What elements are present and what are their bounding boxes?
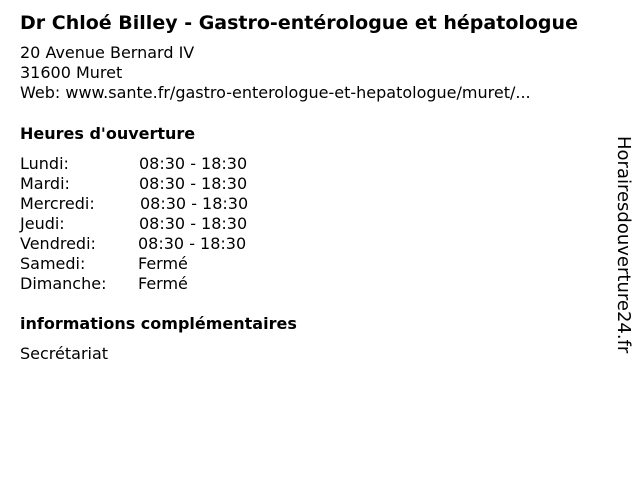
hours-day: Mercredi:	[20, 194, 95, 213]
hours-time: Fermé	[138, 274, 188, 293]
additional-info-heading: informations complémentaires	[20, 314, 297, 333]
hours-day: Jeudi:	[20, 214, 65, 233]
hours-day: Dimanche:	[20, 274, 107, 293]
address-street: 20 Avenue Bernard IV	[20, 43, 195, 62]
address-city: 31600 Muret	[20, 63, 123, 82]
hours-day: Samedi:	[20, 254, 86, 273]
website-link[interactable]: Web: www.sante.fr/gastro-enterologue-et-hepatologue/muret/...	[20, 83, 531, 102]
hours-day: Vendredi:	[20, 234, 96, 253]
hours-time: 08:30 - 18:30	[140, 194, 249, 213]
hours-time: 08:30 - 18:30	[139, 154, 248, 173]
hours-time: 08:30 - 18:30	[138, 234, 247, 253]
hours-time: 08:30 - 18:30	[139, 214, 248, 233]
hours-time: Fermé	[138, 254, 188, 273]
hours-day: Lundi:	[20, 154, 69, 173]
address-block	[20, 43, 531, 103]
hours-day: Mardi:	[20, 174, 70, 193]
opening-hours-heading: Heures d'ouverture	[20, 124, 196, 143]
additional-info-text: Secrétariat	[20, 344, 109, 363]
page-title: Dr Chloé Billey - Gastro-entérologue et hépatologue	[20, 12, 578, 34]
hours-time: 08:30 - 18:30	[139, 174, 248, 193]
watermark	[612, 136, 634, 354]
watermark-text: Horairesdouverture24.fr	[613, 136, 634, 354]
